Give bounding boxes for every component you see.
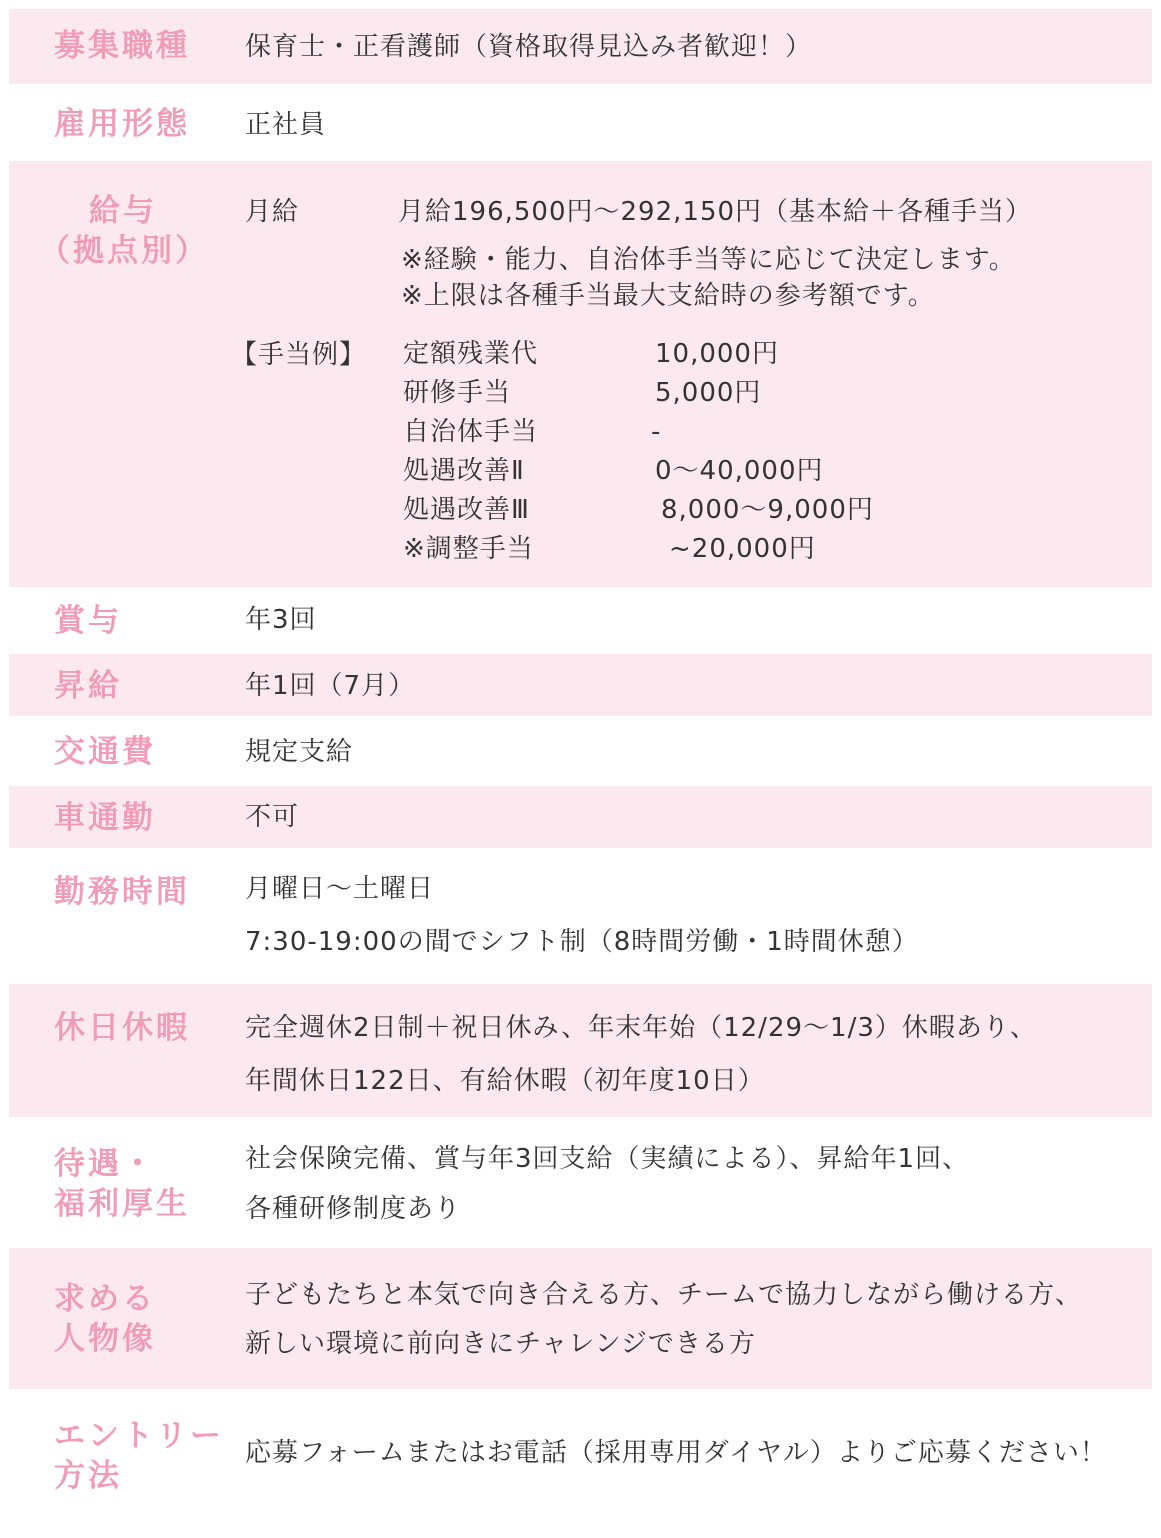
salary-label-line1: 給与 <box>89 193 157 229</box>
hours-line-1: 月曜日〜土曜日 <box>245 874 435 904</box>
row-car <box>9 786 1152 848</box>
row-job-type <box>9 9 1152 84</box>
row-raise <box>9 654 1152 716</box>
bonus-label: 賞与 <box>54 603 122 639</box>
salary-monthly-value: 月給196,500円〜292,150円（基本給＋各種手当） <box>398 197 1033 227</box>
benefits-label-line1: 待遇・ <box>54 1146 156 1182</box>
allowance-amount: 10,000円 <box>655 339 779 369</box>
allowance-amount: 8,000〜9,000円 <box>661 495 874 525</box>
persona-label-line2: 人物像 <box>54 1321 156 1357</box>
allowance-name: ※調整手当 <box>403 534 534 564</box>
salary-note-1: ※経験・能力、自治体手当等に応じて決定します。 <box>401 245 1016 275</box>
raise-label: 昇給 <box>54 668 122 704</box>
salary-note-2: ※上限は各種手当最大支給時の参考額です。 <box>401 281 935 311</box>
benefits-line-2: 各種研修制度あり <box>245 1194 462 1224</box>
holidays-line-1: 完全週休2日制＋祝日休み、年末年始（12/29〜1/3）休暇あり、 <box>245 1013 1037 1043</box>
employment-label: 雇用形態 <box>54 106 190 142</box>
row-hours <box>9 848 1152 984</box>
row-bonus <box>9 587 1152 654</box>
allowance-amount: 5,000円 <box>655 378 762 408</box>
entry-label-line2: 方法 <box>54 1458 122 1494</box>
entry-value: 応募フォームまたはお電話（採用専用ダイヤル）よりご応募ください！ <box>245 1438 1107 1468</box>
persona-line-2: 新しい環境に前向きにチャレンジできる方 <box>245 1329 756 1359</box>
allowance-name: 自治体手当 <box>403 417 539 447</box>
allowance-name: 処遇改善Ⅲ <box>403 495 530 525</box>
employment-value: 正社員 <box>245 110 327 140</box>
bonus-value: 年3回 <box>245 605 317 635</box>
transport-label: 交通費 <box>54 734 156 770</box>
row-salary <box>9 161 1152 587</box>
row-persona <box>9 1248 1152 1389</box>
hours-label: 勤務時間 <box>54 874 190 910</box>
salary-monthly-label: 月給 <box>245 197 300 227</box>
car-label: 車通勤 <box>54 800 156 836</box>
salary-label-line2: （拠点別） <box>39 233 209 269</box>
persona-label-line1: 求める <box>54 1281 156 1317</box>
row-holidays <box>9 984 1152 1117</box>
hours-line-2: 7:30-19:00の間でシフト制（8時間労働・1時間休憩） <box>245 927 919 957</box>
allowance-label: 【手当例】 <box>231 340 367 370</box>
allowance-amount: ~20,000円 <box>669 534 816 564</box>
holidays-line-2: 年間休日122日、有給休暇（初年度10日） <box>245 1066 765 1096</box>
row-employment <box>9 84 1152 161</box>
row-benefits <box>9 1117 1152 1248</box>
holidays-label: 休日休暇 <box>54 1010 190 1046</box>
row-entry <box>9 1389 1152 1538</box>
raise-value: 年1回（7月） <box>245 671 416 701</box>
benefits-label-line2: 福利厚生 <box>54 1186 190 1222</box>
car-value: 不可 <box>245 802 300 832</box>
allowance-name: 処遇改善Ⅱ <box>403 456 525 486</box>
allowance-amount: - <box>651 417 662 447</box>
benefits-line-1: 社会保険完備、賞与年3回支給（実績による）、昇給年1回、 <box>245 1144 970 1174</box>
row-transport <box>9 716 1152 786</box>
job-type-label: 募集職種 <box>54 28 190 64</box>
allowance-name: 研修手当 <box>403 378 512 408</box>
job-type-value: 保育士・正看護師（資格取得見込み者歓迎！） <box>245 32 813 62</box>
persona-line-1: 子どもたちと本気で向き合える方、チームで協力しながら働ける方、 <box>245 1280 1083 1310</box>
allowance-name: 定額残業代 <box>403 339 539 369</box>
allowance-amount: 0〜40,000円 <box>655 456 824 486</box>
entry-label-line1: エントリー <box>54 1418 224 1454</box>
transport-value: 規定支給 <box>245 737 354 767</box>
